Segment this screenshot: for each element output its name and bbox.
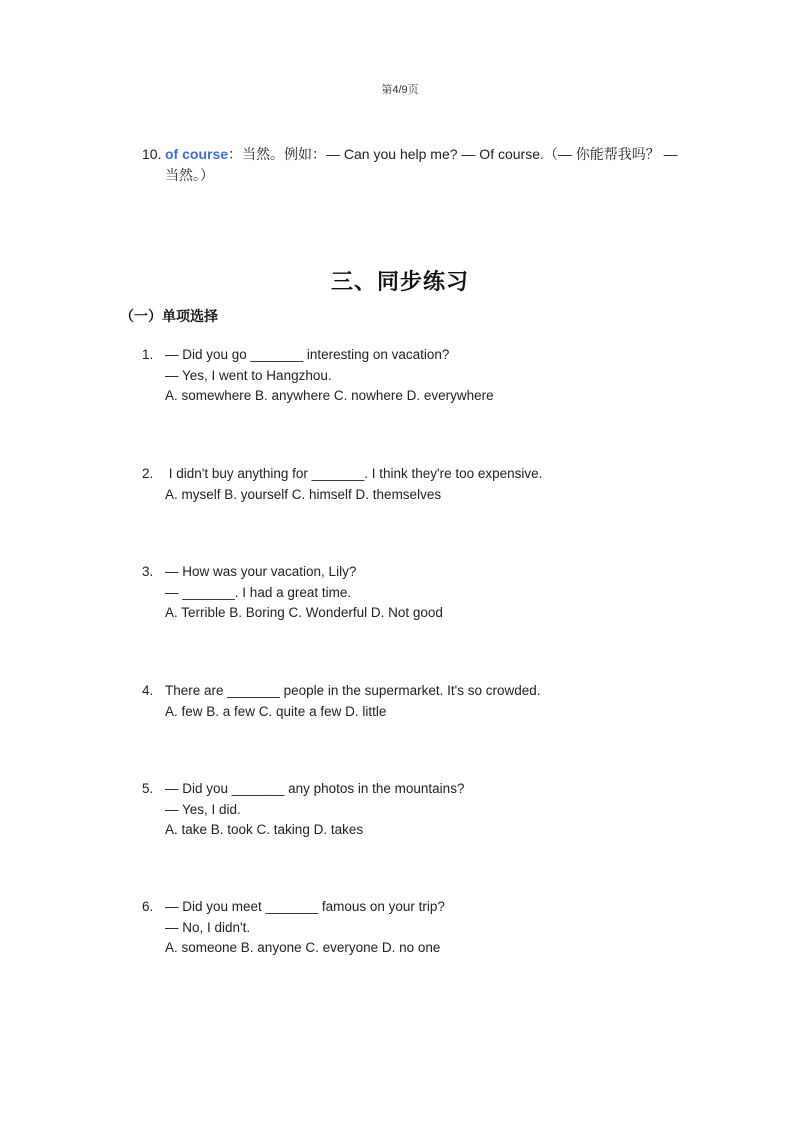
question-line: — Yes, I did. [165, 801, 241, 817]
question-number: 6. [142, 899, 154, 914]
question-line: I didn't buy anything for _______. I think they're too expensive. [165, 466, 543, 481]
page-number: 第4/9页 [381, 84, 419, 96]
question-line: There are _______ people in the supermarket. It's so crowded. [165, 683, 541, 698]
question-options: A. someone B. anyone C. everyone D. no one [165, 940, 441, 955]
question-number: 2. [142, 466, 154, 481]
question-line: — _______. I had a great time. [165, 584, 352, 600]
question-line: — Did you _______ any photos in the mountains? [165, 781, 465, 796]
vocab-explanation-line1: ：当然。例如：— Can you help me? — Of course.（— 你能帮我吗？ — [228, 146, 678, 162]
question-line: — Yes, I went to Hangzhou. [165, 367, 332, 383]
question-3 [142, 562, 722, 624]
vocab-item-10 [142, 144, 702, 186]
question-1 [142, 345, 722, 407]
vocab-explanation-line2: 当然。） [165, 167, 214, 183]
question-line: — Did you go _______ interesting on vacation? [165, 347, 450, 362]
question-5 [142, 779, 722, 841]
question-number: 1. [142, 347, 154, 362]
question-number: 4. [142, 683, 154, 698]
question-line: — No, I didn't. [165, 919, 251, 935]
question-line: — How was your vacation, Lily? [165, 564, 357, 579]
question-6 [142, 897, 722, 959]
question-options: A. myself B. yourself C. himself D. themselves [165, 486, 442, 502]
question-options: A. take B. took C. taking D. takes [165, 822, 364, 837]
question-number: 3. [142, 564, 154, 579]
question-line: — Did you meet _______ famous on your trip? [165, 899, 445, 914]
question-options: A. few B. a few C. quite a few D. little [165, 703, 387, 719]
question-4 [142, 681, 722, 722]
question-options: A. Terrible B. Boring C. Wonderful D. Not good [165, 605, 443, 620]
vocab-number: 10. [142, 146, 162, 162]
question-2 [142, 464, 722, 505]
question-options: A. somewhere B. anywhere C. nowhere D. everywhere [165, 388, 494, 403]
vocab-term: of course [165, 146, 229, 162]
section-title: 三、同步练习 [330, 269, 469, 294]
section-subtitle: （一）单项选择 [120, 308, 218, 324]
question-number: 5. [142, 781, 154, 796]
